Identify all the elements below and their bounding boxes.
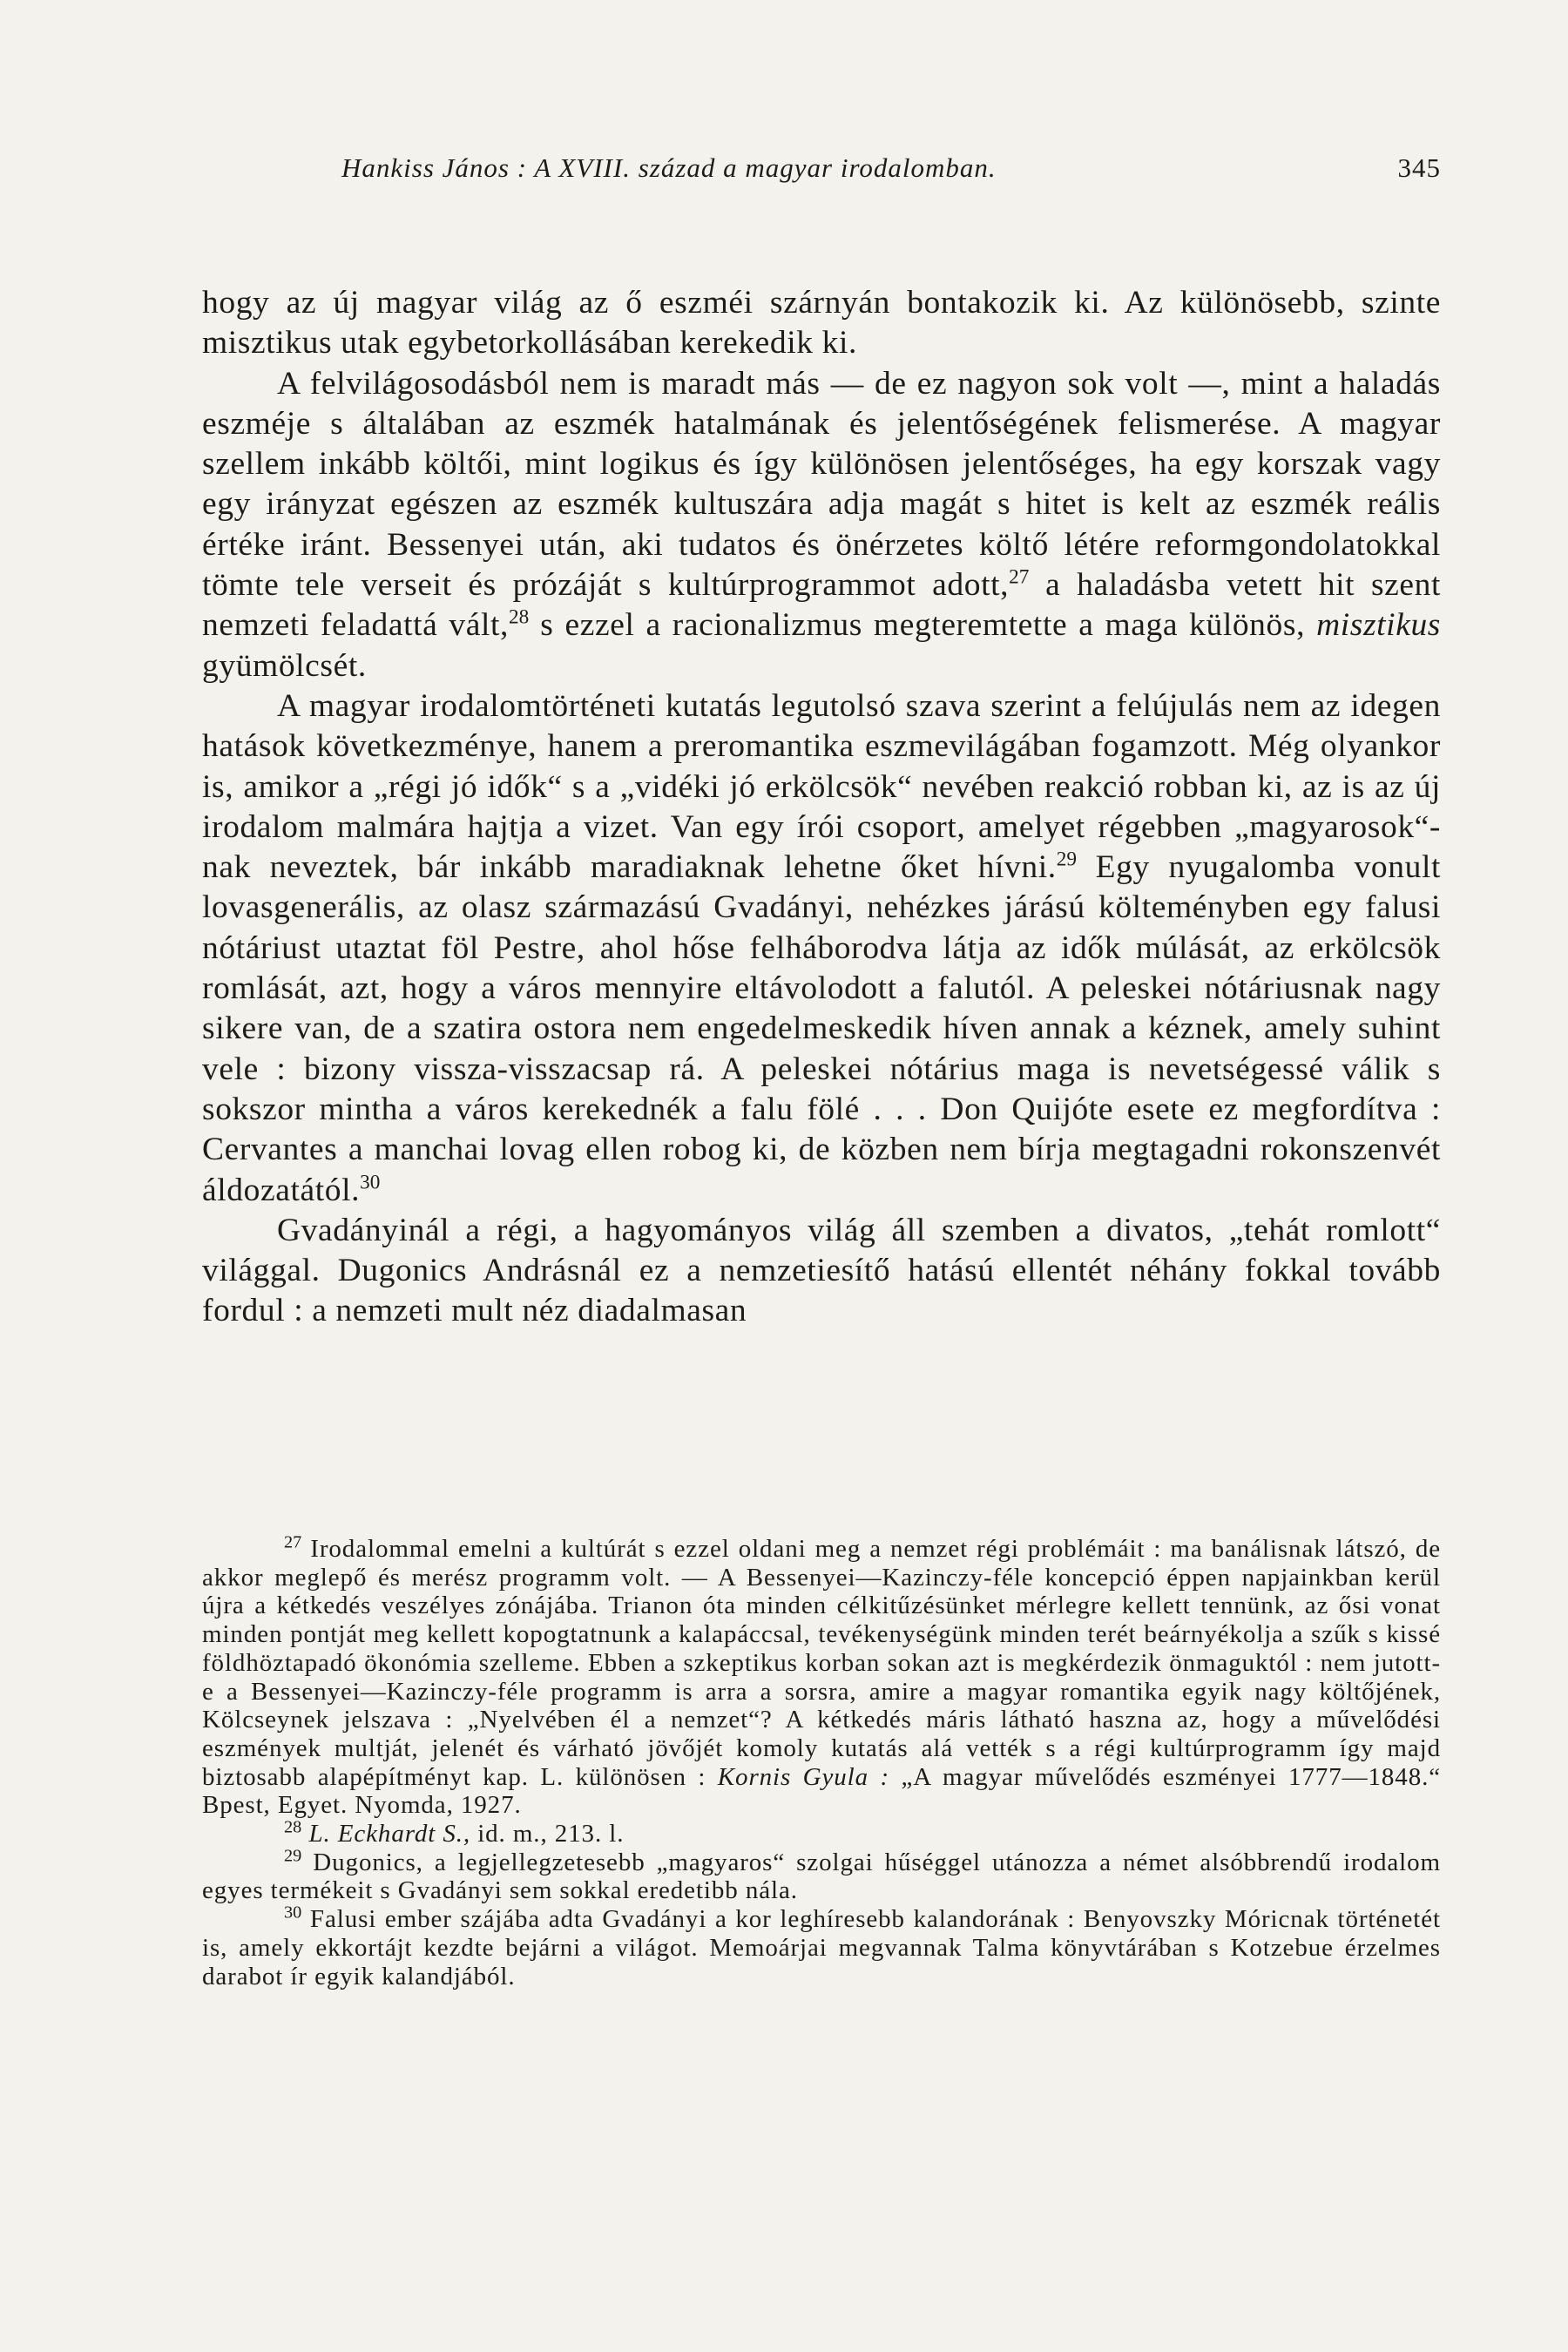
footnote-number: 30: [284, 1903, 302, 1923]
footnote-27: [202, 1532, 1442, 1820]
paragraph-1: [202, 283, 1441, 364]
footnote-28: [202, 1817, 1441, 1848]
main-text: [202, 283, 1441, 1332]
footnote-30: [202, 1905, 1441, 1990]
footnote-ref-29: 29: [1056, 848, 1077, 871]
paragraph-2-text-c: s ezzel a racionalizmus megteremtette a maga különös,: [529, 607, 1317, 644]
footnote-ref-28: 28: [509, 605, 530, 629]
footnote-number: 29: [284, 1846, 302, 1866]
paragraph-3-text-a: A magyar irodalomtörténeti kutatás legutolsó szava szerint a felújulás nem az idegen hatások következménye, hanem a preromantika eszmevilágában fogamzott. Még olyankor is, amikor a „régi jó idők“ s a „vidéki jó erkölcsök“ nevében reakció robban ki, az is az új irodalom malmára hajtja a vizet. Van egy írói csoport, amelyet régebben „magyarosok“-nak neveztek, bár inkább maradiaknak lehetne őket hívni.: [202, 687, 1441, 886]
footnote-number: 27: [284, 1532, 302, 1552]
running-header: [202, 152, 1441, 205]
footnote-28-text-c: id. m., 213. l.: [470, 1820, 625, 1848]
paragraph-4: [202, 1211, 1441, 1332]
page-number: 345: [1397, 152, 1441, 183]
footnote-27-text-a: Irodalommal emelni a kultúrát s ezzel oldani meg a nemzet régi problémáit : ma banálisnak látszó, de akkor meglepő és merész programm volt. — A Bessenyei—Kazinczy-féle koncepció éppen napjainkban kerül újra a kétkedés veszélyes zónájába. Trianon óta minden célkitűzésünket mérlegre kellett tennünk, az ősi vonat minden pontját meg kellett kopogtatnunk a kalapáccsal, tevékenységünk minden terét beárnyékolja a szűk s kissé földhöztapadó ökonómia szelleme. Ebben a szkeptikus korban sokan azt is megkérdezik önmaguktól : nem jutott-e a Bessenyei—Kazinczy-féle programm is arra a sorsra, amire a magyar romantika egyik nagy költőjének, Kölcseynek jelszava : „Nyelvében él a nemzet“? A kétkedés máris látható haszna az, hogy a művelődési eszmények multját, jelenét és várható jövőjét komoly kutatás alá vették s a régi kultúrprogramm így majd biztosabb alapépítményt kap. L. különösen :: [202, 1535, 1441, 1791]
paragraph-3: [202, 686, 1441, 1211]
footnote-28-author: L. Eckhardt S.,: [308, 1820, 471, 1848]
footnote-30-text: Falusi ember szájába adta Gvadányi a kor leghíresebb kalandorának : Benyovszky Móricnak történetét is, amely ekkortájt kezdte bejárni a világot. Memoárjai megvannak Talma könyvtárában s Kotzebue érzelmes darabot ír egyik kalandjából.: [202, 1905, 1441, 1990]
paragraph-2-text-a: A felvilágosodásból nem is maradt más — de ez nagyon sok volt —, mint a haladás eszméje s általában az eszmék hatalmának és jelentőségének felismerése. A magyar szellem inkább költői, mint logikus és így különösen jelentőséges, ha egy korszak vagy egy irányzat egészen az eszmék kultuszára adja magát s hitet is kelt az eszmék reális értéke iránt. Bessenyei után, aki tudatos és önérzetes költő létére reformgondolatokkal tömte tele verseit és prózáját s kultúrprogrammot adott,: [202, 365, 1441, 604]
paragraph-2-text-e: gyümölcsét.: [202, 647, 367, 684]
footnote-ref-27: 27: [1009, 565, 1030, 589]
footnote-27-author: Kornis Gyula :: [717, 1762, 890, 1791]
footnote-29: [202, 1848, 1441, 1905]
footnote-27-text-c: „A magyar művelődés eszményei 1777—1848.“ Bpest, Egyet. Nyomda, 1927.: [202, 1762, 1442, 1820]
footnotes: [202, 1532, 1442, 1990]
emphasis-misztikus: misztikus: [1316, 607, 1441, 644]
paragraph-1-text: hogy az új magyar világ az ő eszméi szárnyán bontakozik ki. Az különösebb, szinte misztikus utak egybetorkollásában kerekedik ki.: [202, 285, 1441, 362]
paragraph-4-text: Gvadányinál a régi, a hagyományos világ áll szemben a divatos, „tehát romlott“ világgal. Dugonics Andrásnál ez a nemzetiesítő hatású ellentét néhány fokkal tovább fordul : a nemzeti mult néz diadalmasan: [202, 1212, 1441, 1329]
paragraph-2: [202, 364, 1441, 686]
running-title: Hankiss János : A XVIII. század a magyar irodalomban.: [341, 152, 997, 183]
paragraph-2-text-b: a haladásba vetett hit szent nemzeti feladattá vált,: [202, 567, 1441, 644]
footnote-ref-30: 30: [360, 1171, 381, 1194]
paragraph-3-text-b: Egy nyugalomba vonult lovasgenerális, az olasz származású Gvadányi, nehézkes járású költeményben egy falusi nótáriust utaztat föl Pestre, ahol hőse felháborodva látja az idők múlását, az erkölcsök romlását, azt, hogy a város mennyire eltávolodott a falutól. A peleskei nótáriusnak nagy sikere van, de a szatira ostora nem engedelmeskedik híven annak a kéznek, amely suhint vele : bizony vissza-visszacsap rá. A peleskei nótárius maga is nevetségessé válik s sokszor mintha a város kerekednék a falu fölé . . . Don Quijóte esete ez megfordítva : Cervantes a manchai lovag ellen robog ki, de közben nem bírja megtagadni rokonszenvét áldozatától.: [202, 849, 1441, 1208]
footnote-29-text: Dugonics, a legjellegzetesebb „magyaros“ szolgai hűséggel utánozza a német alsóbbrendű irodalom egyes termékeit s Gvadányi sem sokkal eredetibb nála.: [202, 1848, 1441, 1905]
footnote-number: 28: [284, 1817, 302, 1837]
